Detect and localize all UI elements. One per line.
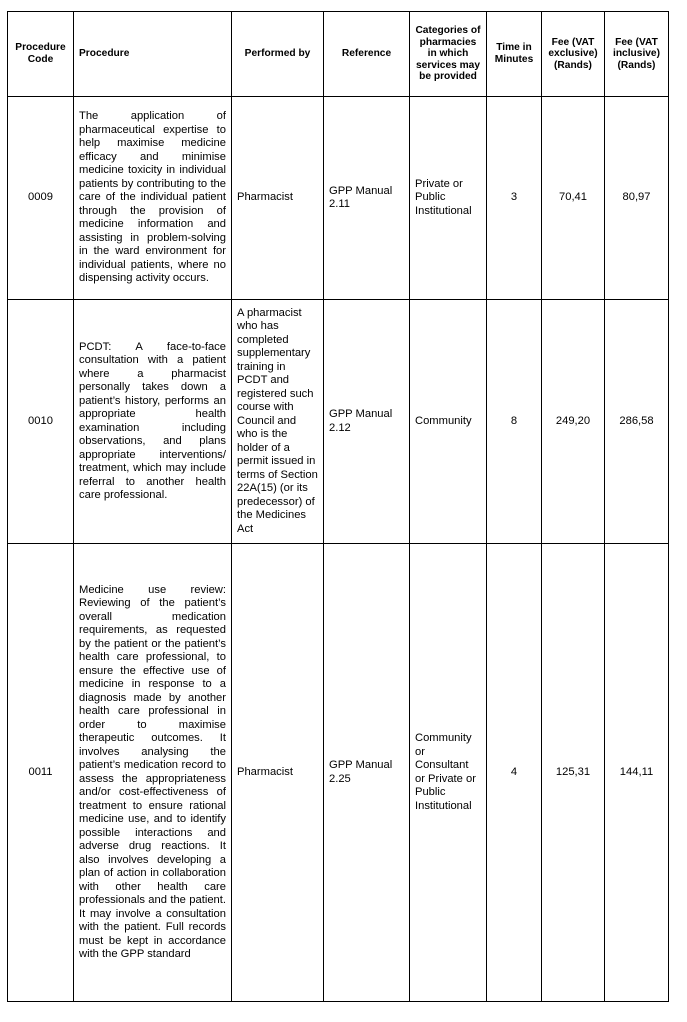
header-procedure: Procedure [74,12,232,97]
time-minutes: 4 [487,544,542,1002]
reference: GPP Manual 2.25 [324,544,410,1002]
procedure-description: PCDT: A face-to-face consultation with a patient where a pharmacist personally takes down a patient’s history, performs an appropriate health examination including observations, and plans appropriate interventions/ treatment, which may include referral to another health care professional. [74,300,232,544]
performed-by: Pharmacist [232,544,324,1002]
fee-vat-inclusive: 286,58 [605,300,669,544]
table-header-row [8,12,669,97]
procedure-description: The application of pharmaceutical expertise to help maximise medicine efficacy and minimise medicine toxicity in individual patients by contributing to the care of the individual patient through the provision of medicine information and assisting in problem-solving in the ward environment for individual patients, where no dispensing activity occurs. [74,97,232,300]
header-fee-incl: Fee (VAT inclusive) (Rands) [605,12,669,97]
fee-vat-exclusive: 70,41 [542,97,605,300]
procedure-code: 0010 [8,300,74,544]
performed-by: Pharmacist [232,97,324,300]
procedure-code: 0009 [8,97,74,300]
header-fee-excl: Fee (VAT exclusive) (Rands) [542,12,605,97]
pharmacy-categories: Private or Public Institutional [410,97,487,300]
header-categories: Categories of pharmacies in which services may be provided [410,12,487,97]
table-row [8,97,669,300]
fee-vat-exclusive: 249,20 [542,300,605,544]
fee-vat-exclusive: 125,31 [542,544,605,1002]
table-row [8,300,669,544]
header-performed-by: Performed by [232,12,324,97]
pharmacy-categories: Community [410,300,487,544]
time-minutes: 3 [487,97,542,300]
header-time: Time in Minutes [487,12,542,97]
fee-vat-inclusive: 144,11 [605,544,669,1002]
header-procedure-code: Procedure Code [8,12,74,97]
pharmacy-categories: Community or Consultant or Private or Public Institutional [410,544,487,1002]
header-reference: Reference [324,12,410,97]
table-row [8,544,669,1002]
procedure-fee-table [7,11,669,1002]
reference: GPP Manual 2.12 [324,300,410,544]
fee-vat-inclusive: 80,97 [605,97,669,300]
procedure-description: Medicine use review: Reviewing of the patient’s overall medication requirements, as requested by the patient or the patient’s health care professional, to ensure the effective use of medicine in response to a diagnosis made by another health care professional in order to maximise therapeutic outcomes. It involves analysing the patient’s medication record to assess the appropriateness and/or cost-effectiveness of treatment to ensure rational medicine use, and to identify possible interactions and adverse drug reactions. It also involves developing a plan of action in collaboration with other health care professionals and the patient. It may involve a consultation with the patient. Full records must be kept in accordance with the GPP standard [74,544,232,1002]
time-minutes: 8 [487,300,542,544]
reference: GPP Manual 2.11 [324,97,410,300]
procedure-code: 0011 [8,544,74,1002]
performed-by: A pharmacist who has completed supplementary training in PCDT and registered such course with Council and who is the holder of a permit issued in terms of Section 22A(15) (or its predecessor) of the Medicines Act [232,300,324,544]
